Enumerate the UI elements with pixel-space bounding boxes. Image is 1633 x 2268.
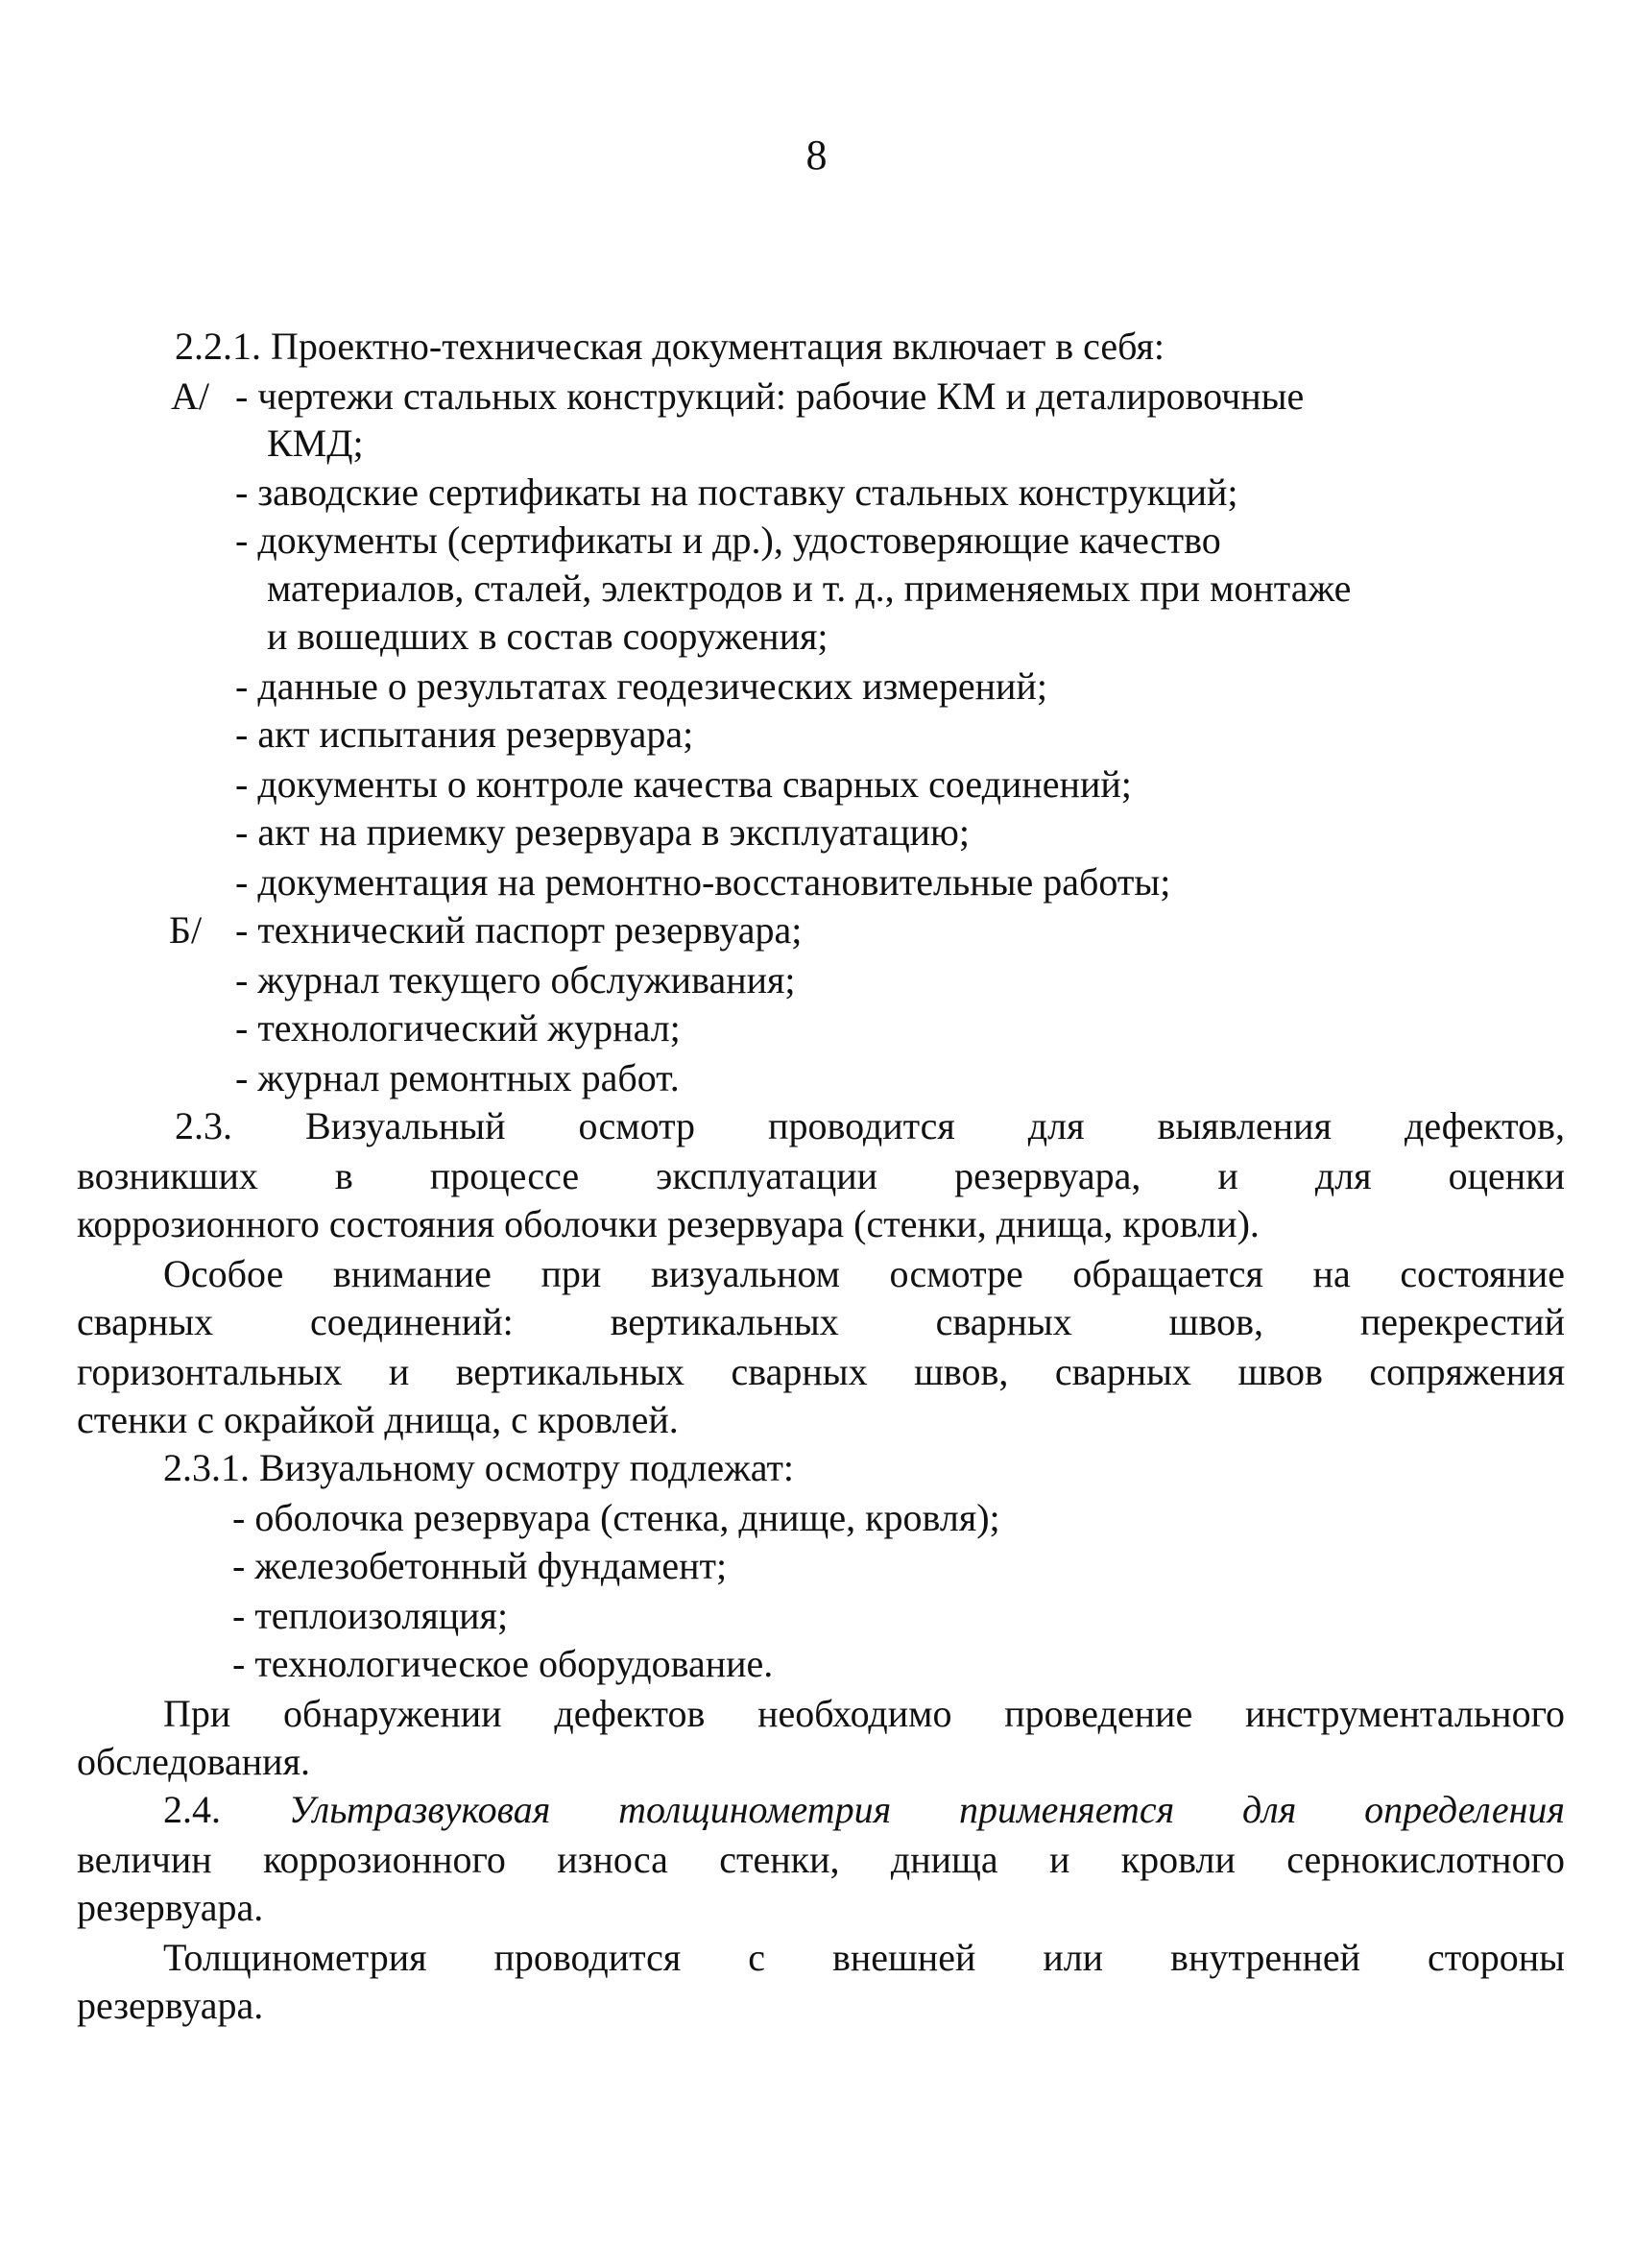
paragraph-line: стенки с окрайкой днища, с кровлей.: [77, 1398, 679, 1441]
list-item: - акт на приемку резервуара в эксплуатацию;: [235, 810, 970, 854]
section-2-4-first-line: [163, 1786, 1565, 1834]
group-a-marker: А/: [171, 374, 209, 418]
list-item: - теплоизоляция;: [232, 1594, 509, 1637]
list-item: - данные о результатах геодезических измерений;: [235, 664, 1047, 708]
list-item: - журнал текущего обслуживания;: [235, 958, 796, 1001]
section-2-2-1-heading: 2.2.1. Проектно-техническая документация включает в себя:: [175, 325, 1165, 368]
paragraph-line: резервуара.: [77, 1984, 264, 2027]
paragraph-line: горизонтальных и вертикальных сварных швов, сварных швов сопряжения: [77, 1350, 1565, 1393]
group-b-marker: Б/: [169, 908, 203, 952]
list-item: - акт испытания резервуара;: [235, 712, 694, 756]
list-item-continuation: материалов, сталей, электродов и т. д., применяемых при монтаже: [267, 567, 1352, 610]
list-item: - журнал ремонтных работ.: [235, 1056, 680, 1099]
list-item: - чертежи стальных конструкций: рабочие КМ и деталировочные: [235, 374, 1305, 418]
paragraph-line: При обнаружении дефектов необходимо проведение инструментального: [163, 1692, 1565, 1735]
paragraph-line: обследования.: [77, 1740, 310, 1783]
list-item: - документация на ремонтно-восстановительные работы;: [235, 860, 1171, 904]
list-item: - технологический журнал;: [235, 1006, 681, 1050]
list-item-continuation: КМД;: [267, 422, 364, 465]
section-2-4-italic-text: Ультразвуковая толщинометрия применяется для определения: [288, 1788, 1566, 1831]
paragraph-line: Толщинометрия проводится с внешней или внутренней стороны: [163, 1936, 1565, 1979]
section-2-4-number: 2.4.: [163, 1788, 221, 1831]
section-2-3-line: коррозионного состояния оболочки резервуара (стенки, днища, кровли).: [77, 1202, 1260, 1245]
page-number: 8: [805, 132, 828, 179]
list-item: - железобетонный фундамент;: [232, 1544, 728, 1587]
list-item: - технический паспорт резервуара;: [235, 908, 803, 952]
list-item: - заводские сертификаты на поставку стальных конструкций;: [235, 470, 1238, 514]
paragraph-line: величин коррозионного износа стенки, днища и кровли сернокислотного: [77, 1838, 1565, 1881]
list-item: - оболочка резервуара (стенка, днище, кровля);: [232, 1496, 1000, 1539]
list-item-continuation: и вошедших в состав сооружения;: [267, 615, 829, 658]
list-item: - документы (сертификаты и др.), удостоверяющие качество: [235, 519, 1221, 562]
list-item: - технологическое оборудование.: [232, 1642, 774, 1685]
paragraph-line: резервуара.: [77, 1886, 264, 1929]
section-2-3-line: возникших в процессе эксплуатации резервуара, и для оценки: [77, 1154, 1565, 1197]
paragraph-line: Особое внимание при визуальном осмотре обращается на состояние: [163, 1252, 1565, 1295]
paragraph-line: сварных соединений: вертикальных сварных швов, перекрестий: [77, 1300, 1565, 1343]
section-2-3-line: 2.3. Визуальный осмотр проводится для выявления дефектов,: [175, 1104, 1565, 1147]
list-item: - документы о контроле качества сварных соединений;: [235, 762, 1132, 806]
section-2-3-1-heading: 2.3.1. Визуальному осмотру подлежат:: [163, 1446, 795, 1489]
